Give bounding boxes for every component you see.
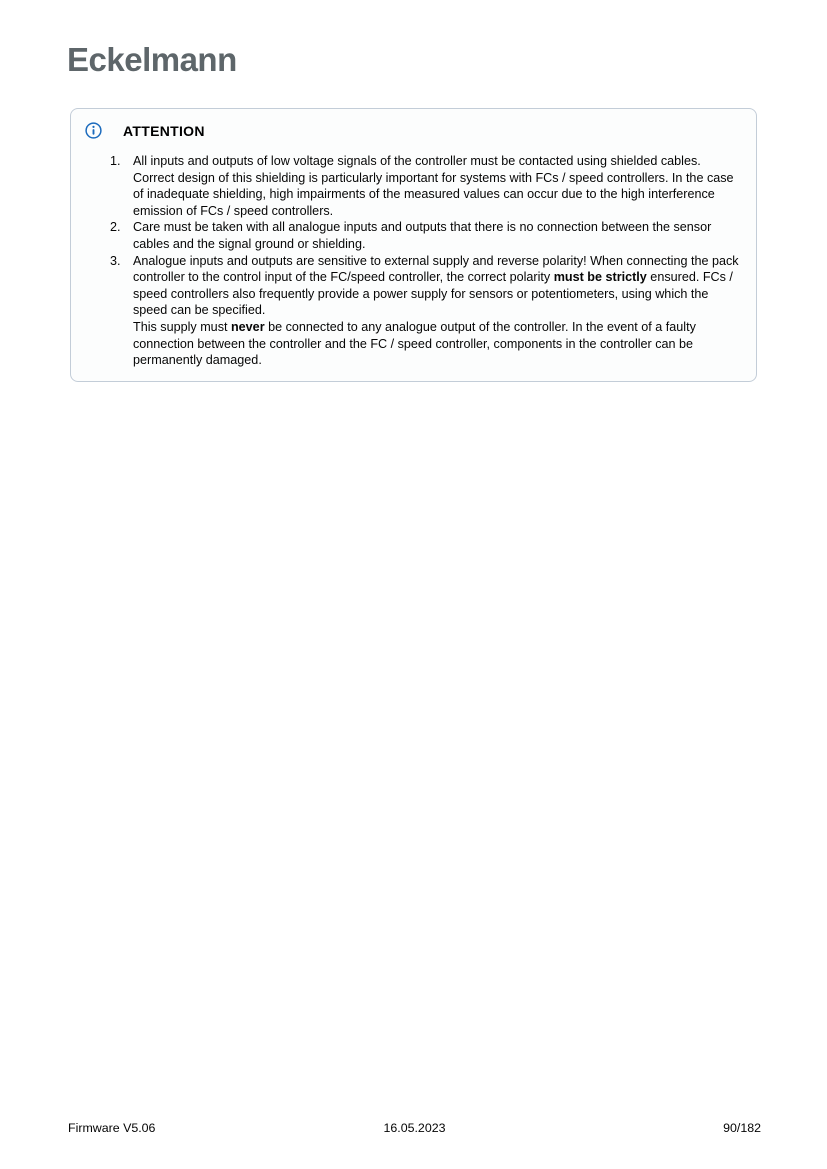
info-circle-icon <box>85 122 102 139</box>
page-footer <box>68 1121 761 1135</box>
text-segment: This supply must <box>133 319 231 334</box>
text-segment: All inputs and outputs of low voltage signals of the controller must be contacted using shielded cables. Correct design of this shielding is particularly important for systems with FCs / speed controllers. In the case of inadequate shielding, high impairments of the measured values can occur due to the high interference emission of FCs / speed controllers. <box>133 154 734 218</box>
text-segment: ensured. FCs / speed controllers also frequently provide a power supply for sensors or potentiometers, using which the speed can be specified. <box>133 270 733 318</box>
item-number: 3. <box>110 253 121 268</box>
list-item <box>110 219 740 252</box>
footer-date: 16.05.2023 <box>383 1121 446 1135</box>
item-number: 2. <box>110 220 121 235</box>
text-segment: be connected to any analogue output of the controller. In the event of a faulty connection between the controller and the FC / speed controller, components in the controller can be permanently damaged. <box>133 319 696 368</box>
attention-box <box>70 108 757 382</box>
footer-page-number: 90/182 <box>723 1121 761 1135</box>
eckelmann-logo: Eckelmann <box>67 41 237 78</box>
list-item <box>110 153 740 219</box>
text-segment: Care must be taken with all analogue inputs and outputs that there is no connection between the sensor cables and the signal ground or shielding. <box>133 220 712 251</box>
text-segment-bold: must be strictly <box>553 270 647 285</box>
attention-header <box>85 122 740 139</box>
item-text <box>133 253 740 369</box>
item-text <box>133 219 740 252</box>
footer-firmware-version: Firmware V5.06 <box>68 1121 156 1135</box>
item-text <box>133 153 740 219</box>
attention-title: ATTENTION <box>123 122 205 139</box>
text-segment-bold: never <box>230 319 265 334</box>
item-number: 1. <box>110 154 121 168</box>
text-segment: Analogue inputs and outputs are sensitive to external supply and reverse polarity! When connecting the pack controller to the control input of the FC/speed controller, the correct polarity <box>133 253 739 285</box>
list-item <box>110 253 740 369</box>
attention-list <box>110 153 740 369</box>
